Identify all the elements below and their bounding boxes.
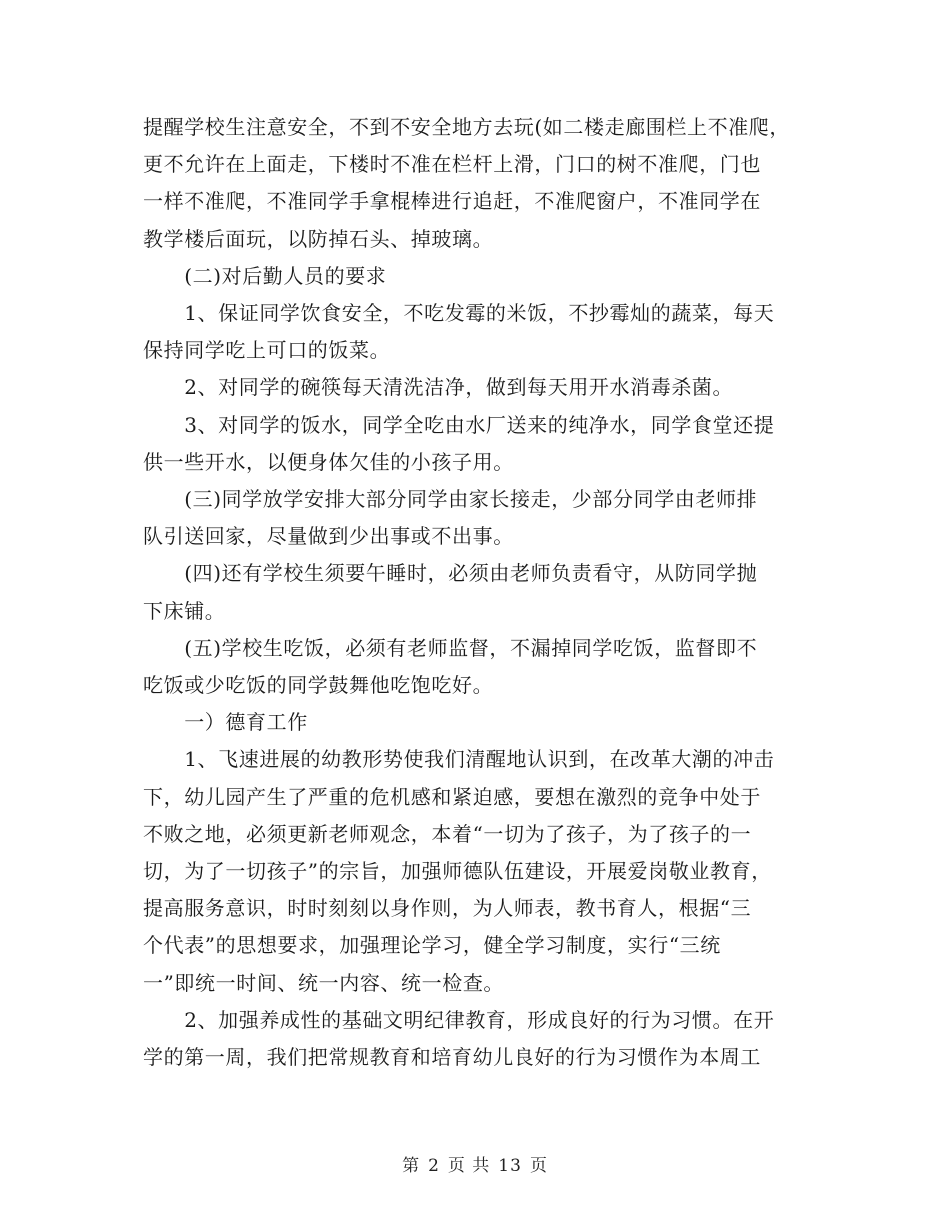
text-line: 下床铺。: [143, 598, 226, 623]
text-line: 2、加强养成性的基础文明纪律教育，形成良好的行为习惯。在开: [143, 1007, 775, 1032]
text-line: 不败之地，必须更新老师观念，本着“一切为了孩子，为了孩子的一: [143, 821, 752, 846]
text-line: 提高服务意识，时时刻刻以身作则，为人师表，教书育人，根据“三: [143, 896, 752, 921]
text-line: (五)学校生吃饭，必须有老师监督，不漏掉同学吃饭，监督即不: [143, 635, 758, 660]
text-line: 1、飞速进展的幼教形势使我们清醒地认识到，在改革大潮的冲击: [143, 747, 775, 772]
text-line: 提醒学校生注意安全，不到不安全地方去玩(如二楼走廊围栏上不准爬，: [143, 115, 791, 139]
text-line: 一样不准爬，不准同学手拿棍棒进行追赶，不准爬窗户，不准同学在: [143, 189, 761, 214]
text-line: 1、保证同学饮食安全，不吃发霉的米饭，不抄霉灿的蔬菜，每天: [143, 301, 775, 325]
text-line: 下，幼儿园产生了严重的危机感和紧迫感，要想在激烈的竞争中处于: [143, 784, 761, 809]
text-line: 更不允许在上面走，下楼时不准在栏杆上滑，门口的树不准爬，门也: [143, 152, 761, 177]
text-line: (三)同学放学安排大部分同学由家长接走，少部分同学由老师排: [143, 487, 758, 511]
text-line: 队引送回家，尽量做到少出事或不出事。: [143, 524, 514, 549]
text-line: (二)对后勤人员的要求: [143, 263, 387, 288]
text-line: 供一些开水，以便身体欠佳的小孩子用。: [143, 449, 514, 474]
text-line: 保持同学吃上可口的饭菜。: [143, 338, 391, 363]
text-line: 吃饭或少吃饭的同学鼓舞他吃饱吃好。: [143, 673, 494, 697]
footer-page-number: 2: [428, 1156, 440, 1176]
footer-middle: 页 共: [447, 1156, 491, 1176]
text-line: 3、对同学的饭水，同学全吃由水厂送来的纯净水，同学食堂还提: [143, 412, 775, 437]
text-line: 一”即统一时间、统一内容、统一检查。: [143, 970, 505, 995]
text-line: (四)还有学校生须要午睡时，必须由老师负责看守，从防同学抛: [143, 561, 758, 586]
text-line: 学的第一周，我们把常规教育和培育幼儿良好的行为习惯作为本周工: [143, 1045, 761, 1069]
text-line: 2、对同学的碗筷每天清洗洁净，做到每天用开水消毒杀菌。: [143, 375, 734, 400]
page-footer: [0, 1155, 950, 1177]
text-line: 切，为了一切孩子”的宗旨，加强师德队伍建设，开展爱岗敬业教育，: [143, 859, 772, 883]
footer-total-pages: 13: [498, 1156, 522, 1176]
footer-prefix: 第: [402, 1156, 421, 1176]
text-line: 一）德育工作: [143, 710, 308, 735]
text-line: 个代表”的思想要求，加强理论学习，健全学习制度，实行“三统: [143, 933, 721, 958]
footer-suffix: 页: [529, 1156, 548, 1176]
text-line: 教学楼后面玩，以防掉石头、掉玻璃。: [143, 226, 494, 251]
